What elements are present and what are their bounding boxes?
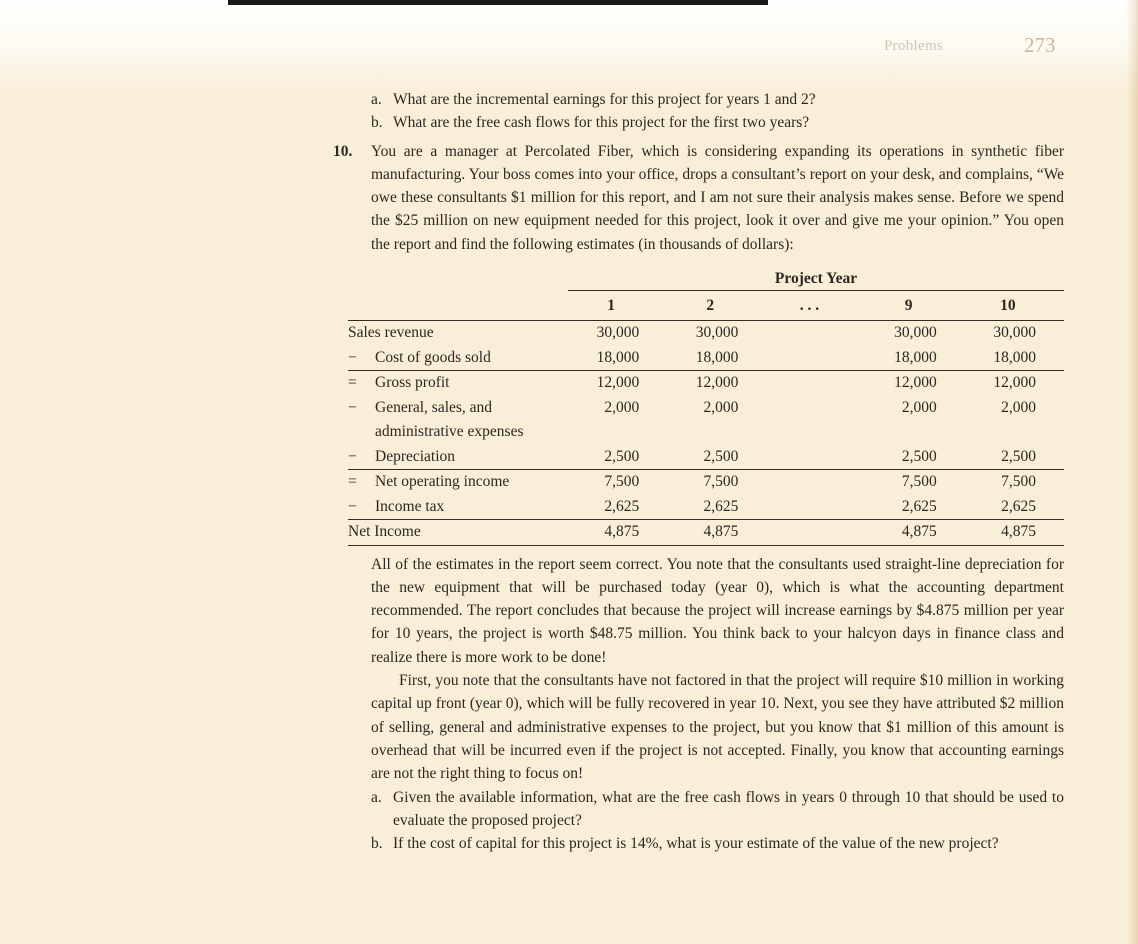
table-cell: 2,500 — [965, 445, 1064, 470]
column-header: 2 — [667, 291, 766, 321]
question-label: b. — [371, 835, 383, 853]
problem-number: 10. — [333, 142, 353, 160]
table-header-row — [348, 291, 1064, 321]
problem-paragraph: First, you note that the consultants have not factored in that the project will require $10 million in working capital up front (year 0), which will be fully recovered in year 10. Next, you see they have attributed $2 million of selling, general and administrative expenses to the project, but you know that $1 million of this amount is overhead that will be incurred even if the project is not accepted. Finally, you know that accounting earnings are not the right thing to focus on! — [371, 672, 1064, 783]
table-cell: 4,875 — [965, 520, 1064, 546]
cropped-text-artifact — [228, 0, 768, 5]
table-cell: 2,500 — [568, 445, 667, 470]
table-cell: 2,625 — [965, 495, 1064, 520]
row-operator: − — [348, 398, 357, 416]
table-row — [348, 321, 1064, 346]
problem-intro-paragraph: You are a manager at Percolated Fiber, which is considering expanding its operations in synthetic fiber manufacturing. Your boss comes into your office, drops a consultant’s report on your desk, and complains, “We owe these consultants $1 million for this report, and I am not sure their analysis makes sense. Before we spend the $25 million on new equipment needed for this project, look it over and give me your opinion.” You open the report and find the following estimates (in thousands of dollars): — [371, 142, 1064, 253]
question-text: If the cost of capital for this project is 14%, what is your estimate of the value of the new project? — [393, 835, 999, 853]
column-header: 10 — [965, 291, 1064, 321]
row-label: Sales revenue — [348, 324, 434, 342]
table-cell — [766, 396, 865, 445]
table-row — [348, 520, 1064, 546]
question-label: b. — [371, 114, 383, 132]
table-cell: 18,000 — [866, 346, 965, 371]
table-cell — [766, 495, 865, 520]
table-cell: 12,000 — [993, 374, 1036, 392]
table-cell: 12,000 — [596, 374, 640, 392]
table-cell — [766, 470, 865, 495]
table-cell — [766, 445, 865, 470]
table-cell: 4,875 — [667, 520, 766, 546]
table-cell: 30,000 — [596, 324, 640, 342]
row-operator: = — [348, 374, 357, 392]
table-cell: 18,000 — [965, 346, 1064, 371]
table-cell — [766, 520, 865, 546]
table-row — [348, 445, 1064, 470]
table-cell: 18,000 — [568, 346, 667, 371]
table-cell: 2,000 — [604, 398, 640, 416]
table-cell: 7,500 — [1001, 473, 1036, 491]
row-label: Income tax — [375, 497, 445, 515]
row-operator: = — [348, 473, 357, 491]
problem-paragraph: All of the estimates in the report seem correct. You note that the consultants used straight-line depreciation for the new equipment that will be purchased today (year 0), which is what the accounting department recommended. The report concludes that because the project will increase earnings by $4.875 million per year for 10 years, the project is worth $48.75 million. You think back to your halcyon days in finance class and realize there is more work to be done! — [371, 555, 1064, 666]
table-cell: 12,000 — [894, 374, 937, 392]
question-item — [371, 786, 1064, 833]
table-cell: 12,000 — [695, 374, 739, 392]
page-edge-shadow — [1126, 0, 1138, 944]
table-cell: 4,875 — [568, 520, 667, 546]
table-row — [348, 396, 1064, 445]
column-header: 9 — [866, 291, 965, 321]
table-cell: 2,000 — [901, 398, 937, 416]
table-cell — [766, 346, 865, 371]
table-row — [348, 346, 1064, 371]
running-head-page-number: 273 — [1024, 33, 1056, 57]
question-item — [371, 88, 1064, 111]
table-cell: 2,500 — [866, 445, 965, 470]
table-cell — [766, 371, 865, 396]
table-cell: 2,000 — [1001, 398, 1036, 416]
question-text: What are the incremental earnings for this project for years 1 and 2? — [393, 91, 816, 108]
question-text: What are the free cash flows for this project for the first two years? — [393, 114, 810, 132]
row-label: General, sales, and administrative expenses — [375, 398, 524, 441]
row-operator: − — [348, 348, 357, 366]
table-row — [348, 470, 1064, 495]
row-label: Net Income — [348, 523, 421, 541]
column-header: 1 — [568, 291, 667, 321]
question-label: a. — [371, 91, 382, 108]
question-item — [371, 111, 1064, 134]
table-cell: 7,500 — [901, 473, 937, 491]
table-cell: 2,625 — [568, 495, 667, 520]
table-cell: 2,500 — [667, 445, 766, 470]
intro-questions — [371, 88, 1064, 135]
table-cell: 2,625 — [866, 495, 965, 520]
project-year-table — [348, 269, 1064, 546]
table-cell: 7,500 — [604, 473, 640, 491]
table-cell: 30,000 — [695, 324, 739, 342]
table-title: Project Year — [568, 269, 1064, 291]
row-label: Gross profit — [375, 374, 450, 392]
table-title-row — [348, 269, 1064, 291]
problem-questions — [371, 786, 1064, 856]
column-header: . . . — [766, 291, 865, 321]
page-content — [333, 88, 1064, 855]
question-item — [371, 832, 1064, 855]
table-cell: 18,000 — [667, 346, 766, 371]
table-cell: 7,500 — [703, 473, 739, 491]
table-cell: 30,000 — [894, 324, 937, 342]
table-cell: 4,875 — [866, 520, 965, 546]
table-row — [348, 495, 1064, 520]
table-cell: 2,000 — [703, 398, 739, 416]
row-operator: − — [348, 497, 357, 515]
row-label: Depreciation — [375, 447, 456, 465]
table-cell: 30,000 — [993, 324, 1036, 342]
table-cell: 2,625 — [667, 495, 766, 520]
table-cell — [766, 321, 865, 346]
problem-10 — [333, 140, 1064, 856]
row-label: Net operating income — [375, 473, 510, 491]
question-text: Given the available information, what are the free cash flows in years 0 through 10 that should be used to evaluate the proposed project? — [393, 788, 1064, 829]
row-label: Cost of goods sold — [375, 348, 491, 366]
row-operator: − — [348, 447, 357, 465]
question-label: a. — [371, 788, 382, 806]
table-row — [348, 371, 1064, 396]
running-head-section: Problems — [884, 38, 944, 54]
